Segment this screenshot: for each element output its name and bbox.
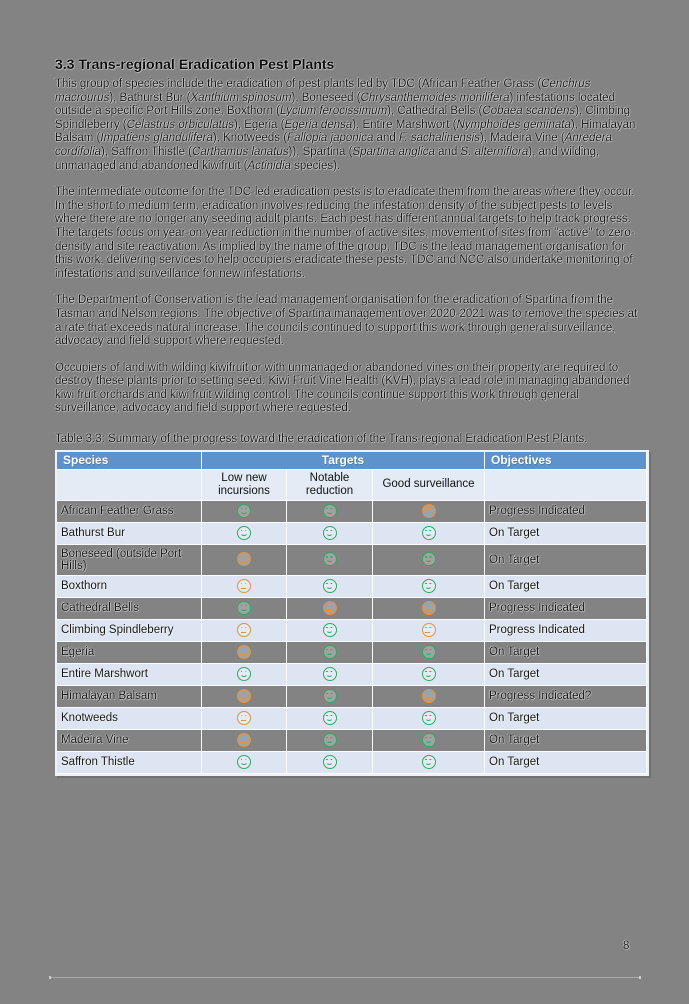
smiley-face-icon (237, 526, 251, 540)
subheader-good-surveillance: Good surveillance (373, 470, 485, 501)
text-run: )), Spartina ( (288, 145, 353, 158)
progress-table (55, 450, 649, 776)
text-run: ), Climbing Spindleberry ( (55, 105, 631, 131)
target-status-cell (287, 576, 373, 598)
table-row (57, 598, 647, 620)
header-targets: Targets (202, 452, 485, 470)
table-row (57, 523, 647, 545)
target-status-cell (202, 686, 287, 708)
objective-cell: Progress Indicated (485, 620, 647, 642)
neutral-face-icon (237, 552, 251, 566)
text-run: ), Saffron Thistle ( (101, 145, 193, 158)
text-run: ), Boneseed ( (291, 91, 361, 104)
species-cell: Saffron Thistle (57, 752, 202, 774)
scientific-name: F. sachalinensis (398, 132, 480, 145)
scientific-name: Chrysanthemoides monilifera (360, 91, 510, 104)
smiley-face-icon (237, 667, 251, 681)
text-run: species). (290, 159, 341, 172)
subheader-low-new-incursions: Low new incursions (202, 470, 287, 501)
target-status-cell (287, 642, 373, 664)
neutral-face-icon (237, 623, 251, 637)
subheader-empty (485, 470, 647, 501)
smiley-face-icon (422, 755, 436, 769)
objective-cell: On Target (485, 523, 647, 545)
objective-cell: On Target (485, 752, 647, 774)
scientific-name: Celastrus orbiculatus (126, 118, 234, 131)
doc-spartina-paragraph: The Department of Conservation is the lead management organisation for the eradication of Spartina from the Tasman and Nelson regions. The objective of Spartina management over 2020-2021 was to remove the species at a rate that exceeds natural increase. The councils continued to support this work through general surveillance, advocacy and field support where requested. (55, 294, 638, 348)
target-status-cell (287, 598, 373, 620)
smiley-face-icon (422, 645, 436, 659)
neutral-face-icon (237, 733, 251, 747)
neutral-face-icon (323, 601, 337, 615)
scientific-name: Anredera cordifolia (55, 132, 613, 158)
table-body (57, 501, 647, 774)
neutral-face-icon (422, 504, 436, 518)
target-status-cell (287, 752, 373, 774)
smiley-face-icon (323, 667, 337, 681)
smiley-face-icon (422, 552, 436, 566)
species-cell: Entire Marshwort (57, 664, 202, 686)
text-run: ), Entire Marshwort ( (352, 118, 457, 131)
text-run: ), Madeira Vine ( (479, 132, 565, 145)
page-number: 8 (623, 940, 630, 952)
scientific-name: Cobaea scandens (482, 105, 576, 118)
objective-cell: On Target (485, 708, 647, 730)
scientific-name: Xanthium spinosum (190, 91, 292, 104)
objective-cell: On Target (485, 576, 647, 598)
target-status-cell (373, 598, 485, 620)
neutral-face-icon (422, 601, 436, 615)
target-status-cell (373, 730, 485, 752)
target-status-cell (202, 664, 287, 686)
smiley-face-icon (323, 579, 337, 593)
target-status-cell (287, 730, 373, 752)
text-run: ), Cathedral Bells ( (387, 105, 483, 118)
smiley-face-icon (422, 579, 436, 593)
smiley-face-icon (323, 623, 337, 637)
target-status-cell (373, 576, 485, 598)
target-status-cell (373, 523, 485, 545)
target-status-cell (202, 523, 287, 545)
scientific-name: Lycium ferocissimum (280, 105, 388, 118)
table-row (57, 501, 647, 523)
header-objectives: Objectives (485, 452, 647, 470)
table-row (57, 730, 647, 752)
footer-rule (49, 977, 641, 978)
species-cell: Himalayan Balsam (57, 686, 202, 708)
text-run: and (373, 132, 399, 145)
target-status-cell (287, 523, 373, 545)
target-status-cell (287, 620, 373, 642)
target-status-cell (202, 576, 287, 598)
text-run: ), Egeria ( (233, 118, 285, 131)
smiley-face-icon (323, 645, 337, 659)
target-status-cell (202, 501, 287, 523)
species-cell: African Feather Grass (57, 501, 202, 523)
objective-cell: Progress Indicated (485, 598, 647, 620)
neutral-face-icon (422, 689, 436, 703)
smiley-face-icon (422, 667, 436, 681)
target-status-cell (287, 501, 373, 523)
header-species: Species (57, 452, 202, 470)
intermediate-outcome-paragraph: The intermediate outcome for the TDC-led eradication pests is to eradicate them from the areas where they occur. In the short to medium term, eradication involves reducing the infestation density of the subject pests to levels where there are no longer any seeding adult plants. Each pest has different annual targets to help track progress. The targets focus on year-on-year reduction in the number of active sites, movement of sites from "active" to zero-density and site reactivation. As implied by the name of the group, TDC is the lead management organisation for this work, delivering services to help occupiers eradicate these pests. TDC and NCC also undertake monitoring of infestations and surveillance for new infestations. (55, 186, 635, 280)
target-status-cell (373, 752, 485, 774)
smiley-face-icon (422, 526, 436, 540)
target-status-cell (287, 708, 373, 730)
target-status-cell (202, 752, 287, 774)
objective-cell: On Target (485, 642, 647, 664)
text-run: ) infestations located outside a specific Port Hills zone, Boxthorn ( (55, 91, 615, 118)
objective-cell: On Target (485, 545, 647, 576)
objective-cell: On Target (485, 664, 647, 686)
objective-cell: Progress Indicated? (485, 686, 647, 708)
table-row (57, 686, 647, 708)
species-cell: Boneseed (outside Port Hills) (57, 545, 202, 576)
scientific-name: Actinidia (247, 159, 291, 172)
smiley-face-icon (323, 526, 337, 540)
table-row (57, 576, 647, 598)
target-status-cell (202, 620, 287, 642)
scientific-name: Spartina anglica (352, 145, 435, 158)
smiley-face-icon (323, 733, 337, 747)
scientific-name: S. alterniflora (460, 145, 529, 158)
table-caption: Table 3.3: Summary of the progress toward the eradication of the Trans-regional Eradication Pest Plants. (55, 433, 588, 446)
text-run: ), Bathurst Bur ( (109, 91, 191, 104)
section-heading: 3.3 Trans-regional Eradication Pest Plants (55, 56, 335, 72)
target-status-cell (202, 598, 287, 620)
target-status-cell (202, 730, 287, 752)
table-row (57, 545, 647, 576)
target-status-cell (373, 501, 485, 523)
species-cell: Madeira Vine (57, 730, 202, 752)
species-cell: Climbing Spindleberry (57, 620, 202, 642)
subheader-empty (57, 470, 202, 501)
target-status-cell (373, 620, 485, 642)
target-status-cell (287, 686, 373, 708)
smiley-face-icon (422, 711, 436, 725)
smiley-face-icon (237, 601, 251, 615)
kiwifruit-paragraph: Occupiers of land with wilding kiwifruit or with unmanaged or abandoned vines on their property are required to destroy these plants prior to setting seed. Kiwi Fruit Vine Health (KVH), plays a lead role in managing abandoned kiwi fruit orchards and kiwi fruit wilding control. The councils continue support this work through general surveillance, advocacy and field support where requested. (55, 361, 630, 415)
page-content (55, 56, 645, 776)
subheader-notable-reduction: Notable reduction (287, 470, 373, 501)
neutral-face-icon (237, 579, 251, 593)
table-row (57, 708, 647, 730)
text-run: ), Knotweeds ( (212, 132, 288, 145)
table-row (57, 664, 647, 686)
target-status-cell (373, 664, 485, 686)
target-status-cell (287, 664, 373, 686)
target-status-cell (373, 642, 485, 664)
neutral-face-icon (422, 623, 436, 637)
table-row (57, 752, 647, 774)
smiley-face-icon (323, 711, 337, 725)
smiley-face-icon (323, 755, 337, 769)
scientific-name: Egeria densa (284, 118, 353, 131)
smiley-face-icon (237, 755, 251, 769)
target-status-cell (373, 708, 485, 730)
text-run: and (434, 145, 461, 158)
scientific-name: Cenchrus macrourus (55, 78, 591, 104)
smiley-face-icon (323, 552, 337, 566)
species-cell: Cathedral Bells (57, 598, 202, 620)
objective-cell: Progress Indicated (485, 501, 647, 523)
neutral-face-icon (237, 645, 251, 659)
table-row (57, 620, 647, 642)
neutral-face-icon (237, 689, 251, 703)
target-status-cell (202, 642, 287, 664)
text-run: This group of species include the eradication of pest plants led by TDC (African Feather Grass ( (55, 78, 542, 90)
objective-cell: On Target (485, 730, 647, 752)
species-cell: Boxthorn (57, 576, 202, 598)
target-status-cell (373, 686, 485, 708)
table-header-row (57, 452, 647, 470)
target-status-cell (287, 545, 373, 576)
target-status-cell (202, 708, 287, 730)
smiley-face-icon (237, 504, 251, 518)
text-run: ), and wilding, unmanaged and abandoned kiwifruit ( (55, 145, 600, 172)
scientific-name: Carthamus lanatus (192, 145, 289, 158)
smiley-face-icon (422, 733, 436, 747)
target-status-cell (373, 545, 485, 576)
intro-paragraph (55, 78, 645, 173)
scientific-name: Fallopia japonica (287, 132, 374, 145)
species-cell: Egeria (57, 642, 202, 664)
scientific-name: Impatiens glandulifera (100, 132, 213, 145)
species-cell: Knotweeds (57, 708, 202, 730)
text-run: ), Himalayan Balsam ( (55, 118, 636, 145)
target-status-cell (202, 545, 287, 576)
smiley-face-icon (323, 689, 337, 703)
neutral-face-icon (237, 711, 251, 725)
species-cell: Bathurst Bur (57, 523, 202, 545)
smiley-face-icon (323, 504, 337, 518)
table-row (57, 642, 647, 664)
table-subheader-row (57, 470, 647, 501)
scientific-name: Nymphoides geminata (456, 118, 571, 131)
